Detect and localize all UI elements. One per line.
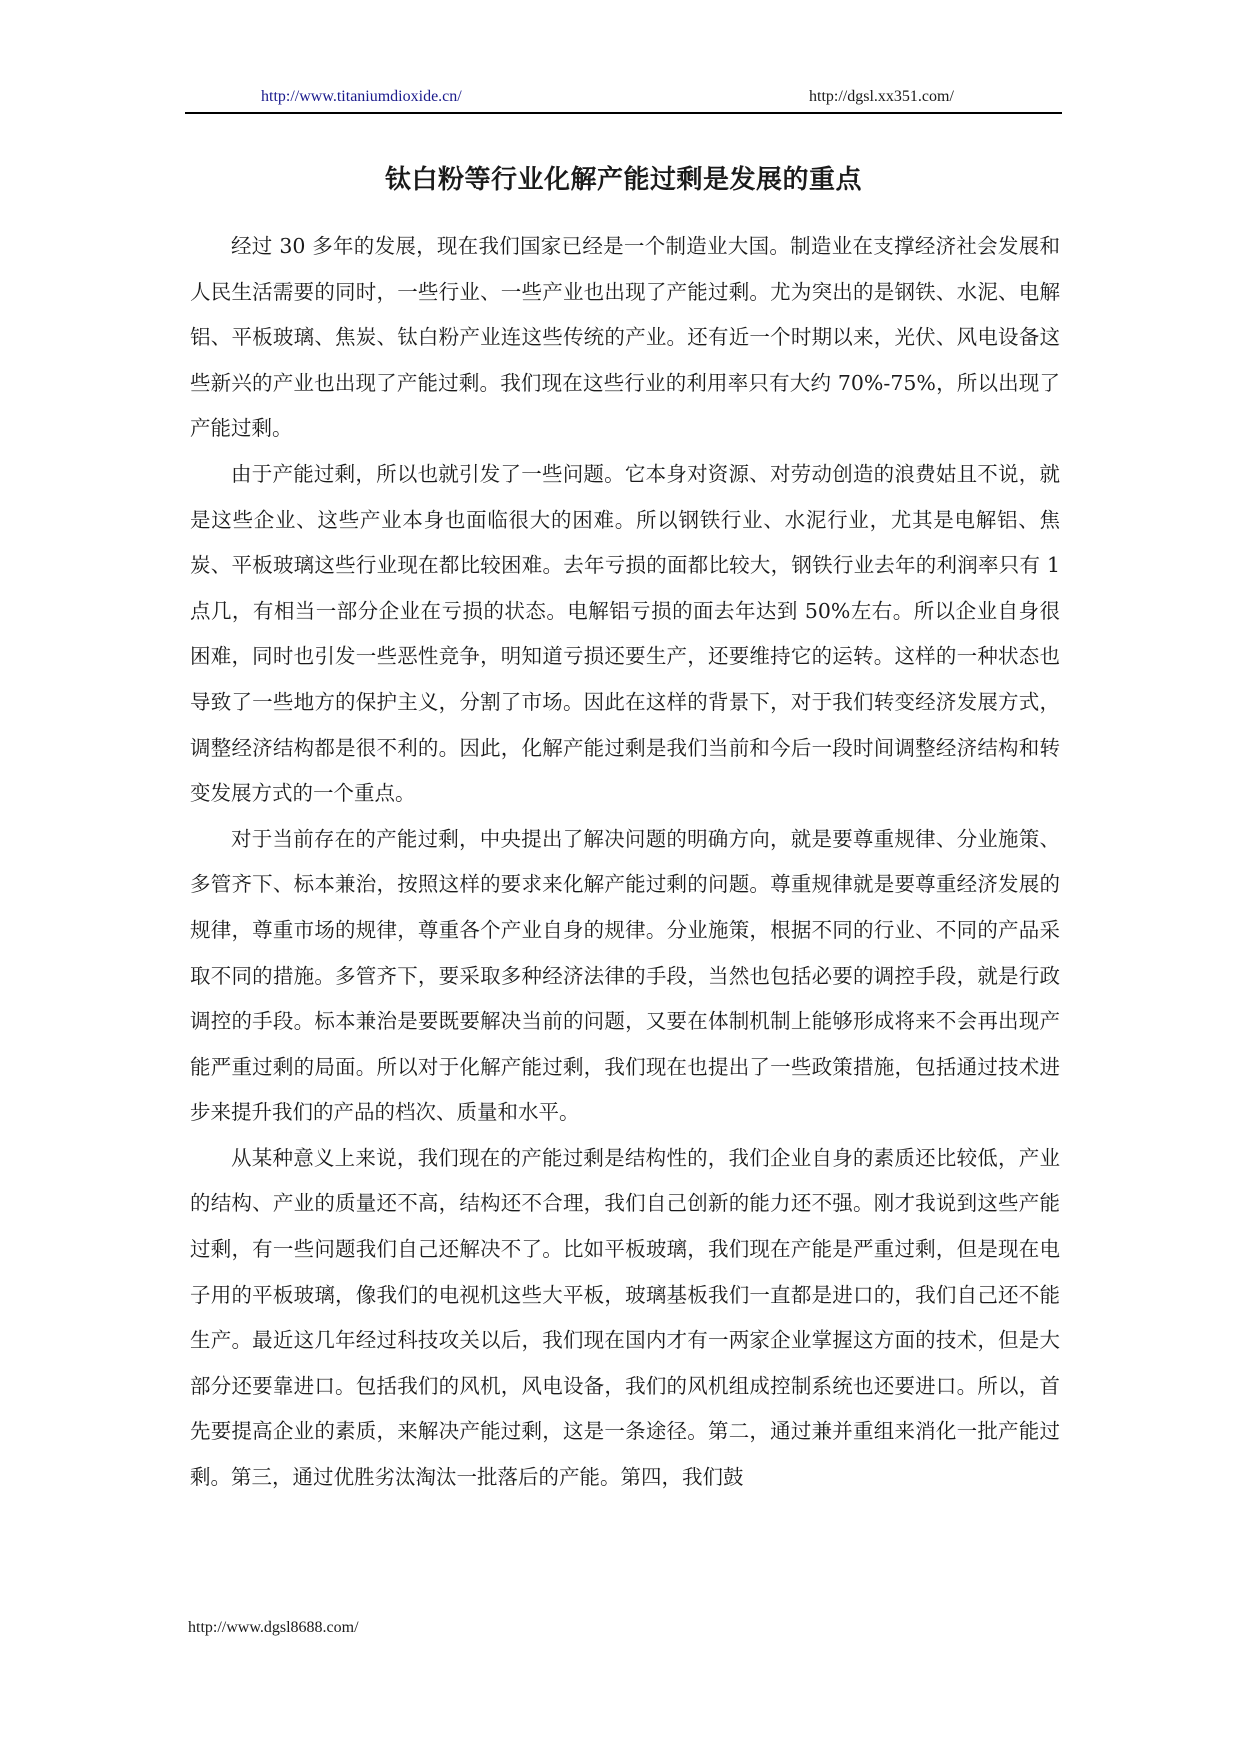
paragraph: 由于产能过剩，所以也就引发了一些问题。它本身对资源、对劳动创造的浪费姑且不说，就是这些企业、这些产业本身也面临很大的困难。所以钢铁行业、水泥行业，尤其是电解铝、焦炭、平板玻璃这些行业现在都比较困难。去年亏损的面都比较大，钢铁行业去年的利润率只有 1 点几，有相当一部分企业在亏损的状态。电解铝亏损的面去年达到 50%左右。所以企业自身很困难，同时也引发一些恶性竞争，明知道亏损还要生产，还要维持它的运转。这样的一种状态也导致了一些地方的保护主义，分割了市场。因此在这样的背景下，对于我们转变经济发展方式，调整经济结构都是很不利的。因此，化解产能过剩是我们当前和今后一段时间调整经济结构和转变发展方式的一个重点。 xyxy=(190,461,1060,806)
page-header xyxy=(185,86,1062,114)
paragraph: 对于当前存在的产能过剩，中央提出了解决问题的明确方向，就是要尊重规律、分业施策、多管齐下、标本兼治，按照这样的要求来化解产能过剩的问题。尊重规律就是要尊重经济发展的规律，尊重市场的规律，尊重各个产业自身的规律。分业施策，根据不同的行业、不同的产品采取不同的措施。多管齐下，要采取多种经济法律的手段，当然也包括必要的调控手段，就是行政调控的手段。标本兼治是要既要解决当前的问题，又要在体制机制上能够形成将来不会再出现产能严重过剩的局面。所以对于化解产能过剩，我们现在也提出了一些政策措施，包括通过技术进步来提升我们的产品的档次、质量和水平。 xyxy=(190,826,1060,1125)
document-body xyxy=(190,224,1060,1501)
paragraph: 经过 30 多年的发展，现在我们国家已经是一个制造业大国。制造业在支撑经济社会发展和人民生活需要的同时，一些行业、一些产业也出现了产能过剩。尤为突出的是钢铁、水泥、电解铝、平板玻璃、焦炭、钛白粉产业连这些传统的产业。还有近一个时期以来，光伏、风电设备这些新兴的产业也出现了产能过剩。我们现在这些行业的利用率只有大约 70%-75%，所以出现了产能过剩。 xyxy=(190,234,1060,441)
paragraph: 从某种意义上来说，我们现在的产能过剩是结构性的，我们企业自身的素质还比较低，产业的结构、产业的质量还不高，结构还不合理，我们自己创新的能力还不强。刚才我说到这些产能过剩，有一些问题我们自己还解决不了。比如平板玻璃，我们现在产能是严重过剩，但是现在电子用的平板玻璃，像我们的电视机这些大平板，玻璃基板我们一直都是进口的，我们自己还不能生产。最近这几年经过科技攻关以后，我们现在国内才有一两家企业掌握这方面的技术，但是大部分还要靠进口。包括我们的风机，风电设备，我们的风机组成控制系统也还要进口。所以，首先要提高企业的素质，来解决产能过剩，这是一条途径。第二，通过兼并重组来消化一批产能过剩。第三，通过优胜劣汰淘汰一批落后的产能。第四，我们鼓 xyxy=(190,1145,1060,1490)
header-right-link[interactable]: http://dgsl.xx351.com/ xyxy=(809,88,954,105)
document-title: 钛白粉等行业化解产能过剩是发展的重点 xyxy=(384,165,862,195)
header-left-link[interactable]: http://www.titaniumdioxide.cn/ xyxy=(261,88,462,105)
footer-link[interactable]: http://www.dgsl8688.com/ xyxy=(188,1619,359,1636)
